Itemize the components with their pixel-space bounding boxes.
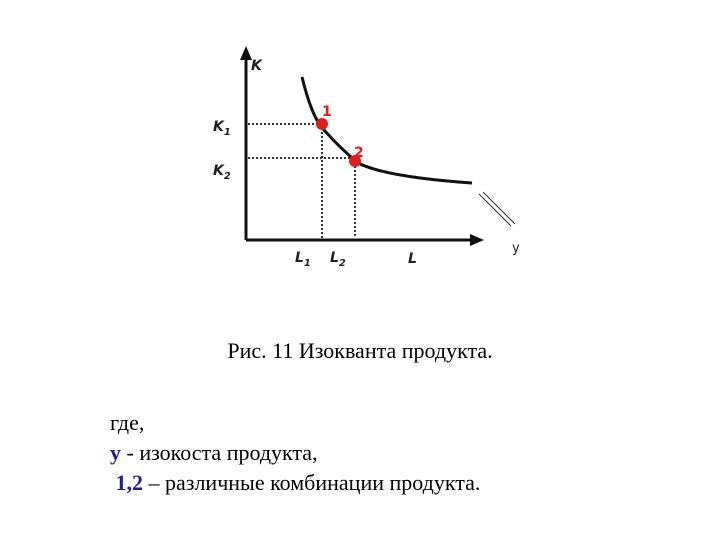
k2-label: $K_2$ xyxy=(213,163,231,182)
figure-caption: Рис. 11 Изокванта продукта. xyxy=(227,338,493,363)
x-axis-arrow xyxy=(470,234,484,246)
notes-isocost-line xyxy=(110,438,480,468)
point-1-label: 1 xyxy=(322,104,332,120)
l1-label: $L_1$ xyxy=(295,250,311,269)
notes-points-line xyxy=(110,468,480,498)
y-axis-label: K xyxy=(251,58,262,74)
isocost-line-b xyxy=(483,192,515,224)
notes-isocost-text: - изокоста продукта, xyxy=(121,440,318,465)
point-2-label: 2 xyxy=(354,145,364,161)
notes-points-key: 1,2 xyxy=(115,470,143,495)
k1-label: $K_1$ xyxy=(213,119,231,138)
legend-notes xyxy=(110,408,480,498)
notes-intro: где, xyxy=(110,410,145,435)
l2-label: $L_2$ xyxy=(330,250,346,269)
x-axis-label: L xyxy=(408,251,417,267)
notes-isocost-key: y xyxy=(110,440,121,465)
isoquant-curve xyxy=(302,77,472,183)
isocost-line-a xyxy=(479,194,511,226)
isocost-label: y xyxy=(512,241,520,256)
notes-points-text: – различные комбинации продукта. xyxy=(143,470,481,495)
